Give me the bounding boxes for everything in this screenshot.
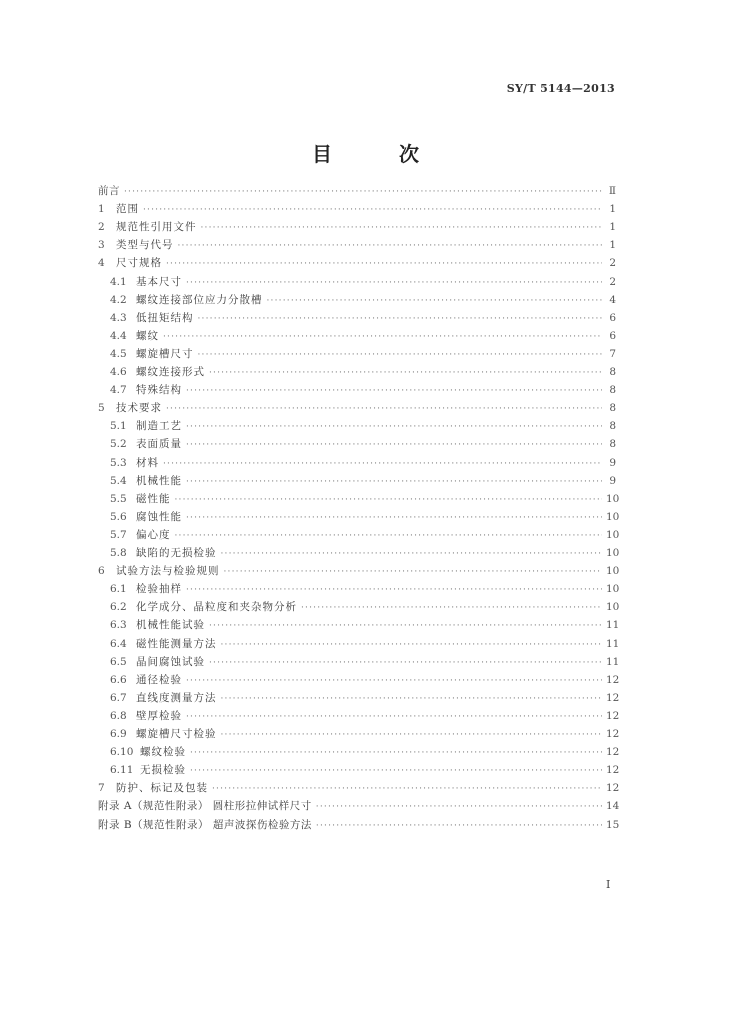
toc-dot-leader — [190, 744, 602, 762]
toc-entry[interactable] — [110, 273, 616, 291]
toc-entry[interactable] — [98, 797, 620, 815]
toc-entry-number: 5 — [98, 402, 105, 414]
toc-entry[interactable] — [110, 689, 620, 707]
toc-entry-title: 腐蚀性能 — [136, 511, 182, 523]
toc-entry-number: 2 — [98, 221, 105, 233]
toc-entry[interactable] — [110, 508, 620, 526]
toc-entry-title: 螺纹检验 — [140, 746, 186, 758]
page-number: Ⅰ — [606, 878, 611, 891]
toc-entry-number: 6.6 — [110, 674, 127, 686]
toc-entry-number: 6.3 — [110, 619, 127, 631]
toc-entry-title: 规范性引用文件 — [116, 221, 197, 233]
toc-entry-number: 3 — [98, 239, 105, 251]
toc-dot-leader — [186, 418, 602, 436]
toc-dot-leader — [186, 274, 602, 292]
toc-entry-number: 6.7 — [110, 692, 127, 704]
toc-dot-leader — [201, 219, 603, 237]
toc-dot-leader — [190, 762, 602, 780]
toc-entry-number: 4.2 — [110, 294, 127, 306]
toc-entry-page: 12 — [606, 710, 620, 722]
toc-entry-title: 防护、标记及包装 — [116, 782, 208, 794]
toc-entry-page: 11 — [606, 638, 620, 650]
toc-dot-leader — [163, 328, 602, 346]
toc-entry-page: 11 — [606, 619, 620, 631]
toc-dot-leader — [267, 292, 603, 310]
toc-dot-leader — [221, 636, 603, 654]
toc-entry-page: 12 — [606, 764, 620, 776]
toc-dot-leader — [221, 690, 603, 708]
toc-entry-page: 14 — [606, 800, 620, 812]
toc-entry-page: 15 — [606, 819, 620, 831]
toc-entry-page: 8 — [609, 384, 616, 396]
toc-entry-title: 试验方法与检验规则 — [116, 565, 220, 577]
toc-entry[interactable] — [98, 200, 616, 218]
toc-entry-number: 4.4 — [110, 330, 127, 342]
toc-dot-leader — [221, 545, 603, 563]
toc-entry[interactable] — [98, 236, 616, 254]
toc-entry-page: 12 — [606, 692, 620, 704]
toc-entry-page: 8 — [609, 438, 616, 450]
toc-entry-title: 机械性能试验 — [136, 619, 205, 631]
toc-entry-number: 5.6 — [110, 511, 127, 523]
toc-dot-leader — [316, 817, 602, 835]
toc-entry-number: 5.1 — [110, 420, 127, 432]
toc-entry[interactable] — [110, 653, 620, 671]
toc-entry-number: 6.2 — [110, 601, 127, 613]
toc-entry[interactable] — [110, 454, 616, 472]
toc-entry-title: 表面质量 — [136, 438, 182, 450]
toc-entry-number: 6.11 — [110, 764, 134, 776]
toc-entry[interactable] — [110, 598, 620, 616]
toc-entry-number: 6.5 — [110, 656, 127, 668]
toc-entry[interactable] — [98, 218, 616, 236]
toc-entry-title: 前言 — [98, 185, 120, 197]
toc-entry-title: 附录 B（规范性附录） 超声波探伤检验方法 — [98, 819, 312, 831]
toc-entry[interactable] — [110, 671, 620, 689]
toc-entry-title: 螺纹连接形式 — [136, 366, 205, 378]
toc-entry[interactable] — [98, 779, 620, 797]
toc-entry-number: 6.9 — [110, 728, 127, 740]
toc-entry-number: 4.5 — [110, 348, 127, 360]
toc-dot-leader — [178, 237, 603, 255]
toc-entry-number: 5.3 — [110, 457, 127, 469]
toc-entry-page: 10 — [606, 547, 620, 559]
toc-dot-leader — [186, 473, 602, 491]
toc-entry-title: 缺陷的无损检验 — [136, 547, 217, 559]
toc-entry-title: 附录 A（规范性附录） 圆柱形拉伸试样尺寸 — [98, 800, 312, 812]
toc-entry-number: 6 — [98, 565, 105, 577]
toc-entry-title: 低扭矩结构 — [136, 312, 194, 324]
toc-entry[interactable] — [110, 363, 616, 381]
toc-dot-leader — [209, 617, 602, 635]
toc-entry-page: 10 — [606, 565, 620, 577]
toc-entry-number: 6.4 — [110, 638, 127, 650]
toc-dot-leader — [186, 382, 602, 400]
toc-dot-leader — [198, 346, 603, 364]
toc-entry[interactable] — [110, 725, 620, 743]
toc-entry-number: 6.10 — [110, 746, 134, 758]
toc-entry-title: 检验抽样 — [136, 583, 182, 595]
toc-entry-number: 5.5 — [110, 493, 127, 505]
toc-entry[interactable] — [110, 381, 616, 399]
toc-entry[interactable] — [110, 707, 620, 725]
toc-entry[interactable] — [110, 327, 616, 345]
toc-entry[interactable] — [98, 182, 616, 200]
toc-entry-page: 12 — [606, 674, 620, 686]
toc-entry-number: 6.1 — [110, 583, 127, 595]
toc-entry[interactable] — [110, 580, 620, 598]
toc-dot-leader — [224, 563, 603, 581]
toc-entry-title: 基本尺寸 — [136, 276, 182, 288]
toc-entry-page: 11 — [606, 656, 620, 668]
toc-entry-title: 偏心度 — [136, 529, 171, 541]
toc-entry-number: 5.2 — [110, 438, 127, 450]
toc-entry-page: 9 — [609, 475, 616, 487]
toc-entry-number: 4.6 — [110, 366, 127, 378]
toc-entry[interactable] — [98, 562, 620, 580]
toc-entry-title: 磁性能测量方法 — [136, 638, 217, 650]
toc-entry-page: 6 — [609, 312, 616, 324]
toc-entry-number: 5.4 — [110, 475, 127, 487]
toc-entry-title: 机械性能 — [136, 475, 182, 487]
toc-entry[interactable] — [110, 544, 620, 562]
toc-entry-page: 1 — [609, 239, 616, 251]
toc-entry-page: 10 — [606, 529, 620, 541]
toc-entry[interactable] — [110, 291, 616, 309]
toc-entry-title: 晶间腐蚀试验 — [136, 656, 205, 668]
toc-entry-title: 制造工艺 — [136, 420, 182, 432]
toc-entry-title: 通径检验 — [136, 674, 182, 686]
toc-dot-leader — [186, 581, 602, 599]
toc-dot-leader — [221, 726, 603, 744]
toc-dot-leader — [198, 310, 603, 328]
toc-entry-number: 4.7 — [110, 384, 127, 396]
toc-entry-number: 5.8 — [110, 547, 127, 559]
toc-entry-title: 螺纹连接部位应力分散槽 — [136, 294, 263, 306]
toc-dot-leader — [166, 255, 602, 273]
toc-dot-leader — [143, 201, 602, 219]
toc-entry-page: 12 — [606, 782, 620, 794]
toc-dot-leader — [186, 708, 602, 726]
toc-entry-page: 12 — [606, 728, 620, 740]
toc-entry-page: 10 — [606, 601, 620, 613]
toc-entry-page: 10 — [606, 511, 620, 523]
toc-entry[interactable] — [110, 417, 616, 435]
toc-entry-page: 9 — [609, 457, 616, 469]
toc-entry[interactable] — [110, 490, 620, 508]
toc-entry-page: 1 — [609, 203, 616, 215]
toc-entry-page: 7 — [609, 348, 616, 360]
toc-entry-title: 磁性能 — [136, 493, 171, 505]
toc-dot-leader — [301, 599, 602, 617]
toc-entry[interactable] — [110, 526, 620, 544]
toc-entry[interactable] — [98, 399, 616, 417]
toc-entry-page: 8 — [609, 420, 616, 432]
toc-entry-number: 7 — [98, 782, 105, 794]
toc-title: 目 次 — [312, 142, 449, 166]
standard-code: SY/T 5144—2013 — [506, 82, 615, 95]
toc-entry-title: 直线度测量方法 — [136, 692, 217, 704]
toc-entry-title: 材料 — [136, 457, 159, 469]
toc-dot-leader — [163, 455, 602, 473]
toc-entry[interactable] — [110, 309, 616, 327]
toc-dot-leader — [166, 400, 602, 418]
toc-entry[interactable] — [110, 435, 616, 453]
toc-dot-leader — [209, 654, 602, 672]
toc-entry-title: 特殊结构 — [136, 384, 182, 396]
toc-entry-title: 技术要求 — [116, 402, 162, 414]
toc-entry-number: 4 — [98, 257, 105, 269]
toc-entry-title: 壁厚检验 — [136, 710, 182, 722]
toc-entry-title: 化学成分、晶粒度和夹杂物分析 — [136, 601, 297, 613]
toc-entry-page: 2 — [609, 257, 616, 269]
toc-entry-page: 2 — [609, 276, 616, 288]
toc-entry-title: 螺旋槽尺寸 — [136, 348, 194, 360]
toc-dot-leader — [175, 527, 603, 545]
toc-entry[interactable] — [110, 761, 620, 779]
toc-entry[interactable] — [98, 254, 616, 272]
toc-entry[interactable] — [110, 616, 620, 634]
toc-dot-leader — [186, 672, 602, 690]
toc-entry-page: 10 — [606, 583, 620, 595]
toc-entry[interactable] — [98, 816, 620, 834]
toc-entry-title: 尺寸规格 — [116, 257, 162, 269]
toc-entry-title: 无损检验 — [140, 764, 186, 776]
toc-dot-leader — [186, 509, 602, 527]
toc-entry[interactable] — [110, 345, 616, 363]
toc-dot-leader — [316, 798, 602, 816]
toc-dot-leader — [212, 780, 602, 798]
toc-entry-page: 1 — [609, 221, 616, 233]
toc-entry-page: 10 — [606, 493, 620, 505]
toc-entry-page: 8 — [609, 366, 616, 378]
toc-dot-leader — [124, 183, 602, 201]
toc-entry-number: 4.3 — [110, 312, 127, 324]
toc-entry[interactable] — [110, 743, 620, 761]
toc-entry-title: 螺旋槽尺寸检验 — [136, 728, 217, 740]
toc-entry-page: Ⅱ — [608, 185, 616, 197]
toc-entry-number: 6.8 — [110, 710, 127, 722]
toc-entry[interactable] — [110, 635, 620, 653]
toc-entry-page: 8 — [609, 402, 616, 414]
toc-entry-title: 范围 — [116, 203, 139, 215]
toc-entry-number: 5.7 — [110, 529, 127, 541]
toc-entry-page: 4 — [609, 294, 616, 306]
toc-dot-leader — [175, 491, 603, 509]
toc-entry-number: 1 — [98, 203, 105, 215]
toc-entry-page: 6 — [609, 330, 616, 342]
toc-entry-number: 4.1 — [110, 276, 127, 288]
toc-dot-leader — [209, 364, 602, 382]
toc-entry[interactable] — [110, 472, 616, 490]
toc-entry-page: 12 — [606, 746, 620, 758]
toc-dot-leader — [186, 436, 602, 454]
toc-entry-title: 类型与代号 — [116, 239, 174, 251]
toc-entry-title: 螺纹 — [136, 330, 159, 342]
